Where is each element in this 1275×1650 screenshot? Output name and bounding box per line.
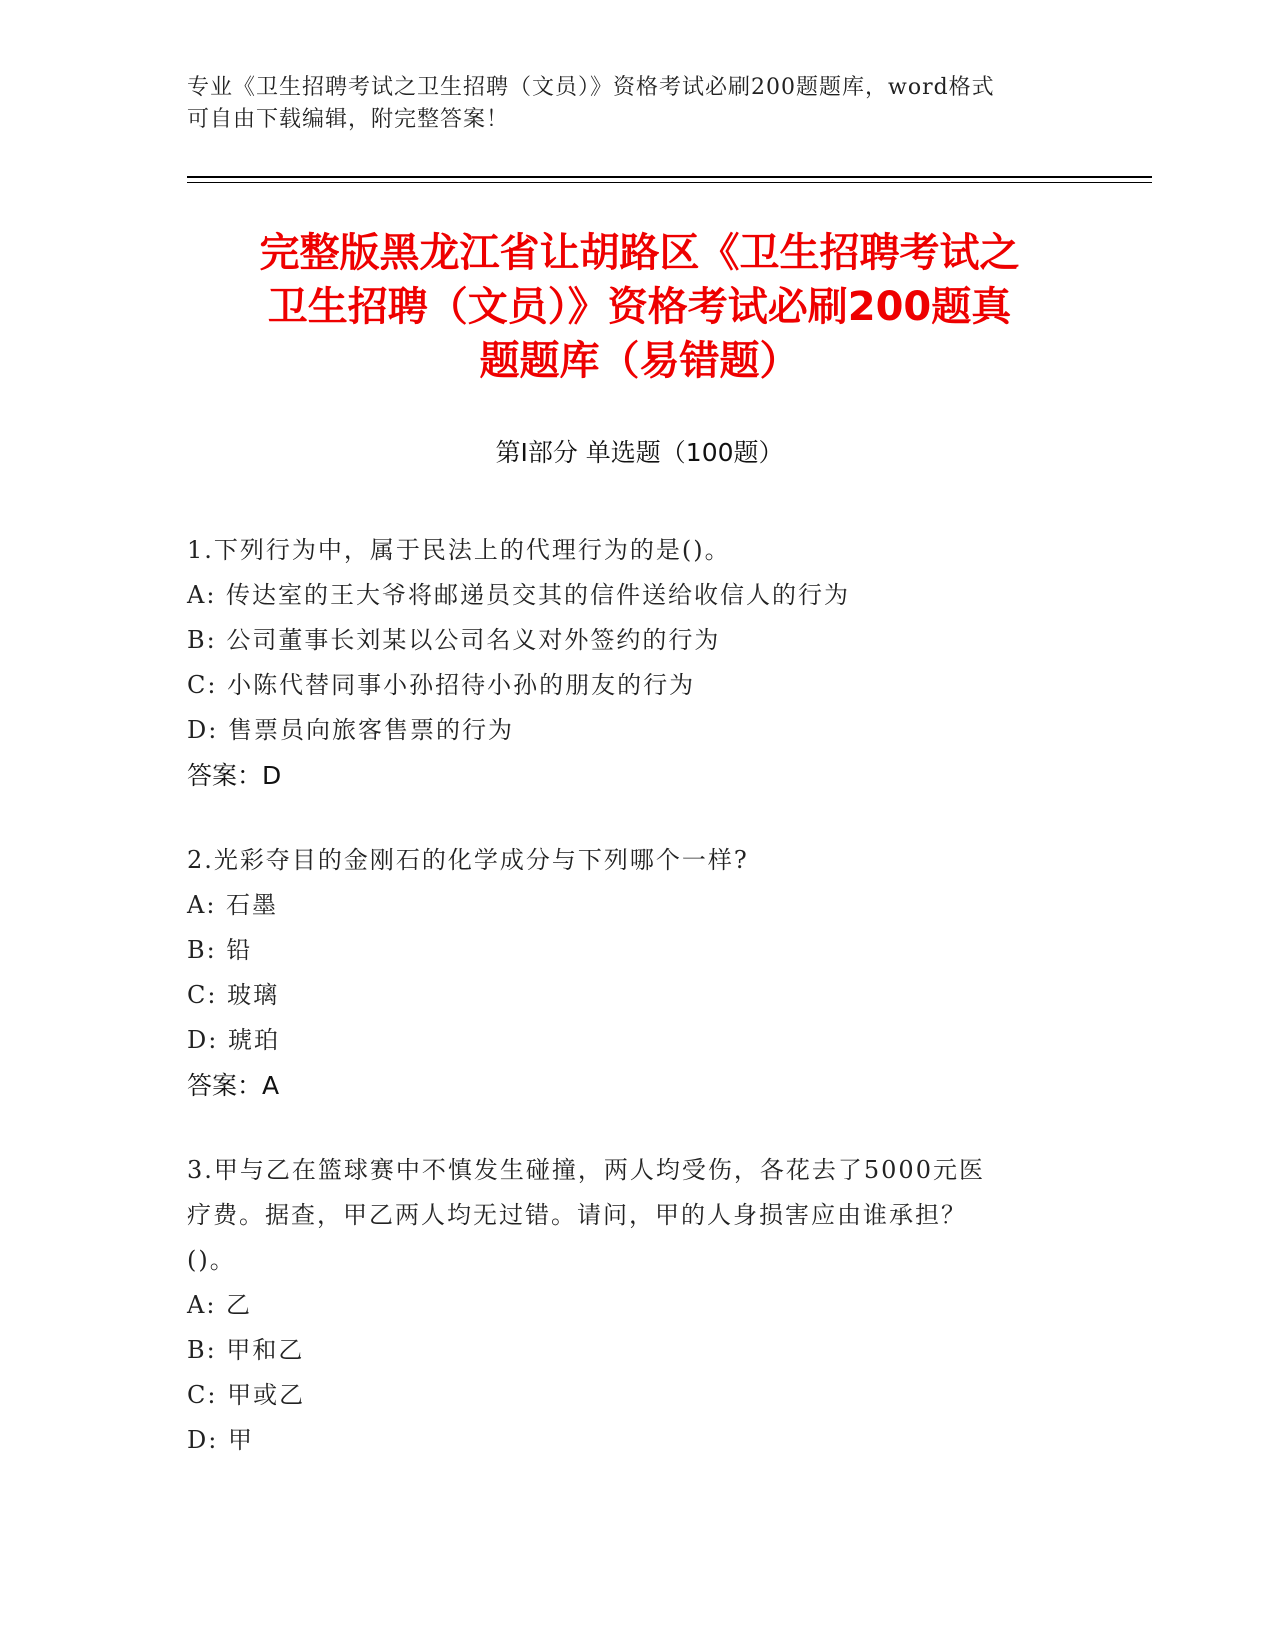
section-title: 第Ⅰ部分 单选题（100题） [495, 438, 784, 467]
question-1 [187, 528, 1087, 798]
header-note-line-2: 可自由下载编辑，附完整答案！ [187, 107, 510, 132]
answer-text: 答案：D [187, 761, 282, 790]
header-note [187, 72, 1067, 136]
header-divider-thin [187, 182, 1152, 183]
document-title-line-3: 题题库（易错题） [479, 338, 800, 384]
header-note-line-1: 专业《卫生招聘考试之卫生招聘（文员）》资格考试必刷200题题库，word格式 [187, 75, 995, 100]
option-b: B: 公司董事长刘某以公司名义对外签约的行为 [187, 626, 721, 654]
option-c: C: 玻璃 [187, 981, 280, 1009]
header-divider-thick [187, 176, 1152, 178]
option-d: D: 琥珀 [187, 1026, 280, 1054]
question-3 [187, 1148, 1087, 1463]
answer-text: 答案：A [187, 1071, 280, 1100]
question-stem [187, 1148, 1087, 1283]
document-title-line-2: 卫生招聘（文员）》资格考试必刷200题真 [267, 284, 1012, 330]
option-d: D: 甲 [187, 1426, 254, 1454]
question-stem-line: 1.下列行为中，属于民法上的代理行为的是()。 [187, 536, 731, 564]
option-a: A: 石墨 [187, 891, 279, 919]
option-c: C: 甲或乙 [187, 1381, 306, 1409]
question-stem [187, 838, 1087, 883]
question-stem-line: 3.甲与乙在篮球赛中不慎发生碰撞，两人均受伤，各花去了5000元医 [187, 1156, 985, 1184]
question-stem-line: 2.光彩夺目的金刚石的化学成分与下列哪个一样? [187, 846, 749, 874]
option-a: A: 传达室的王大爷将邮递员交其的信件送给收信人的行为 [187, 581, 851, 609]
question-stem-line: 疗费。据查，甲乙两人均无过错。请问，甲的人身损害应由谁承担？ [187, 1201, 967, 1229]
option-d: D: 售票员向旅客售票的行为 [187, 716, 514, 744]
option-a: A: 乙 [187, 1291, 253, 1319]
question-stem-line: ()。 [187, 1246, 236, 1274]
question-2 [187, 838, 1087, 1108]
document-title-line-1: 完整版黑龙江省让胡路区《卫生招聘考试之 [259, 230, 1020, 276]
option-b: B: 甲和乙 [187, 1336, 305, 1364]
question-stem [187, 528, 1087, 573]
option-c: C: 小陈代替同事小孙招待小孙的朋友的行为 [187, 671, 696, 699]
option-b: B: 铅 [187, 936, 253, 964]
question-list [187, 528, 1087, 1503]
document-title [187, 226, 1092, 388]
